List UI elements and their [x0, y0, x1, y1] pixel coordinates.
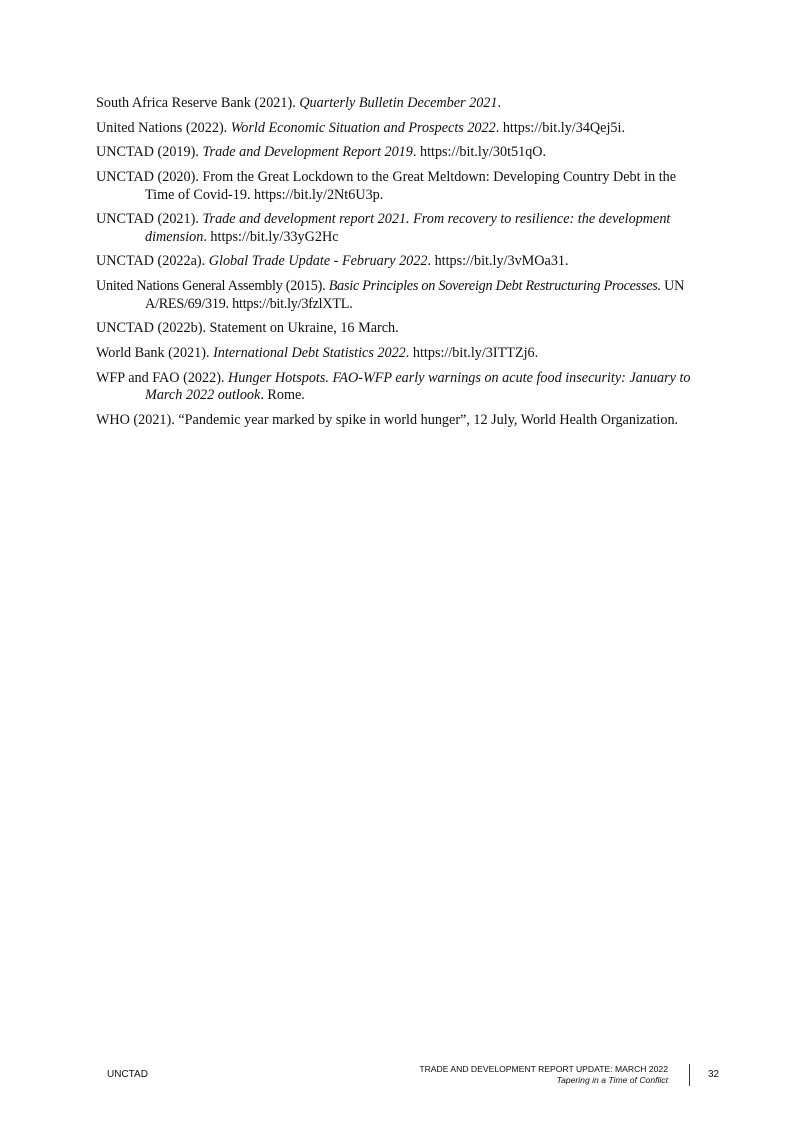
reference-author: UNCTAD (2022b). Statement on Ukraine, 16 March. [96, 320, 399, 337]
reference-entry [96, 370, 699, 405]
reference-title: International Debt Statistics 2022 [213, 345, 406, 361]
reference-entry [96, 95, 699, 113]
reference-tail: . https://bit.ly/34Qej5i. [495, 119, 625, 136]
reference-entry [96, 211, 699, 246]
footer-report-subtitle: Tapering in a Time of Conflict [556, 1075, 668, 1085]
reference-entry [96, 169, 699, 204]
reference-author: UNCTAD (2019). [96, 144, 203, 161]
reference-entry [96, 278, 699, 313]
footer-report-info [419, 1064, 668, 1086]
reference-author: South Africa Reserve Bank (2021). [96, 95, 300, 111]
reference-title: World Economic Situation and Prospects 2022 [230, 119, 496, 136]
reference-author: UNCTAD (2021). [96, 211, 203, 228]
reference-title: Trade and development report 2021. From recovery to resilience: the development dimension [145, 211, 671, 245]
reference-tail: . [497, 95, 502, 111]
reference-author: United Nations (2022). [96, 119, 231, 136]
reference-title: Global Trade Update - February 2022 [208, 253, 428, 270]
reference-entry [96, 345, 699, 363]
footer-divider [689, 1064, 690, 1086]
reference-tail: . Rome. [260, 387, 305, 404]
reference-author: UNCTAD (2020). From the Great Lockdown to the Great Meltdown: Developing Country Debt in the Time of Covid-19. https://bit.ly/2Nt6U3p. [96, 169, 677, 203]
reference-author: World Bank (2021). [96, 345, 214, 361]
reference-entry [96, 253, 699, 271]
reference-entry [96, 412, 699, 430]
reference-tail: . https://bit.ly/3ITTZj6. [405, 345, 539, 361]
reference-title: Hunger Hotspots. FAO-WFP early warnings on acute food insecurity: January to March 2022 outlook [145, 369, 691, 404]
reference-entry [96, 144, 699, 162]
reference-list [96, 95, 699, 437]
page-number: 32 [708, 1069, 720, 1080]
reference-author: UNCTAD (2022a). [96, 253, 209, 270]
reference-author: WFP and FAO (2022). [96, 369, 229, 386]
reference-tail: . https://bit.ly/33yG2Hc [203, 228, 339, 245]
reference-tail: . https://bit.ly/30t51qO. [412, 144, 547, 161]
reference-tail: UN A/RES/69/319. https://bit.ly/3fzlXTL. [145, 278, 685, 312]
reference-title: Trade and Development Report 2019 [202, 144, 413, 161]
reference-author: United Nations General Assembly (2015). [96, 278, 329, 295]
reference-entry [96, 320, 699, 338]
reference-author: WHO (2021). “Pandemic year marked by spike in world hunger”, 12 July, World Health Organization. [96, 411, 679, 428]
footer-org: UNCTAD [107, 1069, 148, 1080]
footer-report-title: TRADE AND DEVELOPMENT REPORT UPDATE: MARCH 2022 [419, 1064, 668, 1074]
reference-entry [96, 120, 699, 138]
reference-title: Quarterly Bulletin December 2021 [299, 95, 498, 111]
reference-title: Basic Principles on Sovereign Debt Restructuring Processes. [328, 278, 661, 295]
reference-tail: . https://bit.ly/3vMOa31. [427, 253, 569, 270]
